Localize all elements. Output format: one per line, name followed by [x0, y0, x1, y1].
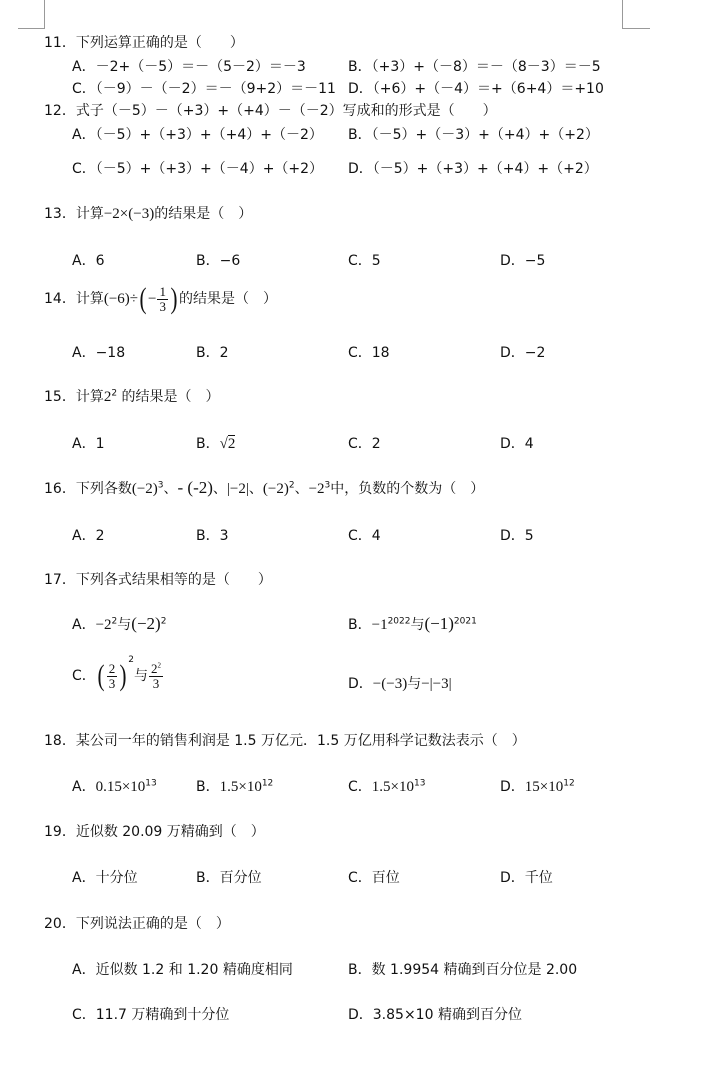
question-16-stem — [44, 478, 484, 498]
q18-b-exp: 12 — [261, 778, 274, 789]
q17-option-c-label: C． — [72, 668, 96, 684]
q14-tail: 的结果是（ ） — [178, 291, 277, 308]
q17-b-term-2-exp: 2021 — [453, 616, 477, 627]
question-11-stem: 11．下列运算正确的是（ ） — [44, 35, 244, 51]
q13-option-c: C．5 — [348, 253, 381, 269]
q15-tail: 的结果是（ ） — [121, 389, 220, 405]
q15-option-c: C．2 — [348, 436, 381, 452]
question-19-stem: 19．近似数 20.09 万精确到（ ） — [44, 824, 265, 840]
q13-expression: −2×(−3) — [103, 206, 155, 222]
question-14-stem — [44, 282, 277, 316]
corner-mark-right — [622, 0, 623, 28]
q18-d-value: 15×10 — [524, 779, 564, 795]
question-13-stem — [44, 203, 252, 223]
q12-option-b: B．（－5）+（－3）+（+4）+（+2） — [348, 127, 599, 143]
q17-option-b — [348, 614, 477, 634]
q12-option-d: D．（－5）+（+3）+（+4）+（+2） — [348, 161, 598, 177]
q16-expr-4: (−2) — [262, 481, 289, 497]
q18-c-exp: 13 — [414, 778, 426, 789]
q18-c-value: 1.5×10 — [371, 779, 414, 795]
q18-a-exp: 13 — [145, 778, 157, 789]
q15-base: 2 — [103, 389, 112, 405]
q16-option-b: B．3 — [196, 528, 229, 544]
q17-b-term-2: (−1) — [424, 614, 454, 633]
q14-fraction-denominator: 3 — [159, 298, 166, 314]
q18-option-c-label: C． — [348, 779, 372, 795]
q14-right-paren: ) — [170, 282, 178, 316]
q17-c-frac2-num-base: 2 — [151, 660, 158, 676]
q17-a-term-1-exp: 2 — [111, 616, 118, 627]
q16-number: 16．下列各数 — [44, 481, 132, 497]
q13-option-a: A．6 — [72, 253, 105, 269]
q14-minus: − — [148, 291, 157, 308]
q17-option-a — [72, 614, 166, 634]
question-18-stem: 18．某公司一年的销售利润是 1.5 万亿元．1.5 万亿用科学记数法表示（ ） — [44, 733, 526, 749]
q15-number: 15．计算 — [44, 389, 104, 405]
q20-option-a: A．近似数 1.2 和 1.20 精确度相同 — [72, 962, 293, 978]
q17-c-exp: 2 — [128, 655, 135, 665]
q11-option-a: A．－2+（－5）＝－（5－2）＝－3 — [72, 59, 306, 75]
q16-expr-5-exp: 3 — [324, 480, 331, 491]
q17-c-fraction-1 — [107, 662, 118, 690]
q18-option-a-label: A． — [72, 779, 96, 795]
q17-option-a-label: A． — [72, 617, 96, 633]
q20-option-c: C．11.7 万精确到十分位 — [72, 1007, 230, 1023]
corner-mark-left — [44, 0, 45, 28]
q18-option-b-label: B． — [196, 779, 220, 795]
q14-option-b: B．2 — [196, 345, 229, 361]
q17-b-term-1: −1 — [371, 617, 388, 633]
q14-left-paren: ( — [139, 282, 147, 316]
q17-a-with: 与 — [117, 617, 132, 633]
q15-option-b-label: B． — [196, 436, 220, 452]
q16-option-c: C．4 — [348, 528, 381, 544]
q16-expr-4-exp: 2 — [288, 480, 295, 491]
q15-sqrt-sign: √ — [219, 436, 228, 452]
q19-option-d: D．千位 — [500, 870, 553, 886]
q17-option-d-label: D． — [348, 676, 373, 692]
q16-tail: 中，负数的个数为（ ） — [330, 481, 485, 497]
q18-option-a — [72, 776, 157, 796]
q17-d-with: 与 — [407, 676, 422, 692]
q17-b-term-1-exp: 2022 — [387, 616, 411, 627]
q14-number: 14．计算 — [44, 291, 104, 308]
q19-option-b: B．百分位 — [196, 870, 262, 886]
q18-a-value: 0.15×10 — [95, 779, 146, 795]
q16-sep-1: 、 — [163, 481, 178, 497]
q13-tail: 的结果是（ ） — [154, 206, 253, 222]
q14-expression: (−6)÷ — [103, 291, 139, 308]
q17-option-c — [72, 655, 164, 692]
corner-mark-left-h — [18, 28, 45, 29]
q17-d-term-2: −|−3| — [421, 676, 452, 692]
q16-option-a: A．2 — [72, 528, 105, 544]
q17-c-left-paren: ( — [97, 659, 105, 692]
q13-option-b: B．−6 — [196, 253, 241, 269]
q15-sqrt-radicand: 2 — [227, 436, 236, 452]
q17-a-term-2-exp: 2 — [160, 616, 167, 627]
q16-expr-1: (−2) — [131, 481, 158, 497]
q17-option-d — [348, 673, 452, 693]
q17-b-with: 与 — [410, 617, 425, 633]
q18-option-d — [500, 776, 575, 796]
q18-option-c — [348, 776, 425, 796]
q16-sep-3: 、 — [248, 481, 263, 497]
q20-option-d: D．3.85×10 精确到百分位 — [348, 1007, 522, 1023]
question-17-stem: 17．下列各式结果相等的是（ ） — [44, 572, 272, 588]
q13-option-d: D．−5 — [500, 253, 546, 269]
q20-option-b: B．数 1.9954 精确到百分位是 2.00 — [348, 962, 578, 978]
q19-option-a: A．十分位 — [72, 870, 138, 886]
q14-fraction-numerator: 1 — [159, 284, 166, 299]
q13-number: 13．计算 — [44, 206, 104, 222]
q11-option-d: D．（+6）+（－4）＝+（6+4）＝+10 — [348, 81, 604, 97]
q16-expr-3: |−2| — [226, 481, 249, 497]
q14-fraction — [157, 285, 168, 313]
q14-option-c: C．18 — [348, 345, 390, 361]
q18-option-b — [196, 776, 273, 796]
q15-option-d: D．4 — [500, 436, 534, 452]
q19-option-c: C．百位 — [348, 870, 400, 886]
question-20-stem: 20．下列说法正确的是（ ） — [44, 916, 230, 932]
q15-option-b — [196, 433, 235, 453]
q16-expr-1-exp: 3 — [157, 480, 164, 491]
q17-c-frac2-numerator — [149, 662, 163, 677]
corner-mark-right-h — [622, 28, 650, 29]
q17-c-with: 与 — [134, 668, 149, 684]
q16-expr-2: - (-2) — [177, 478, 213, 497]
q11-option-b: B．（+3）+（－8）＝－（8－3）＝－5 — [348, 59, 601, 75]
q18-b-value: 1.5×10 — [219, 779, 262, 795]
q16-option-d: D．5 — [500, 528, 534, 544]
q17-c-frac1-denominator: 3 — [108, 675, 116, 691]
q14-option-a: A．−18 — [72, 345, 126, 361]
q17-c-frac2-num-exp: 2 — [157, 661, 162, 670]
q17-c-frac2-denominator: 3 — [152, 675, 160, 691]
q16-expr-5: −2 — [308, 481, 325, 497]
q14-option-d: D．−2 — [500, 345, 546, 361]
q17-c-fraction-2 — [149, 662, 163, 690]
q16-sep-4: 、 — [294, 481, 309, 497]
q17-d-term-1: −(−3) — [372, 676, 408, 692]
q17-a-term-1: −2 — [95, 617, 112, 633]
q15-exponent: 2 — [111, 388, 118, 399]
q12-option-a: A．（－5）+（+3）+（+4）+（－2） — [72, 127, 323, 143]
q18-option-d-label: D． — [500, 779, 525, 795]
q11-option-c: C．（－9）－（－2）＝－（9+2）＝－11 — [72, 81, 336, 97]
q16-sep-2: 、 — [212, 481, 227, 497]
q18-d-exp: 12 — [563, 778, 575, 789]
q17-option-b-label: B． — [348, 617, 372, 633]
q17-a-term-2: (−2) — [131, 614, 161, 633]
q17-c-frac1-numerator: 2 — [108, 660, 116, 676]
q12-option-c: C．（－5）+（+3）+（－4）+（+2） — [72, 161, 324, 177]
question-12-stem: 12．式子（－5）－（+3）+（+4）－（－2）写成和的形式是（ ） — [44, 103, 497, 119]
question-15-stem — [44, 386, 220, 406]
q15-option-a: A．1 — [72, 436, 105, 452]
q17-c-right-paren: ) — [119, 659, 127, 692]
